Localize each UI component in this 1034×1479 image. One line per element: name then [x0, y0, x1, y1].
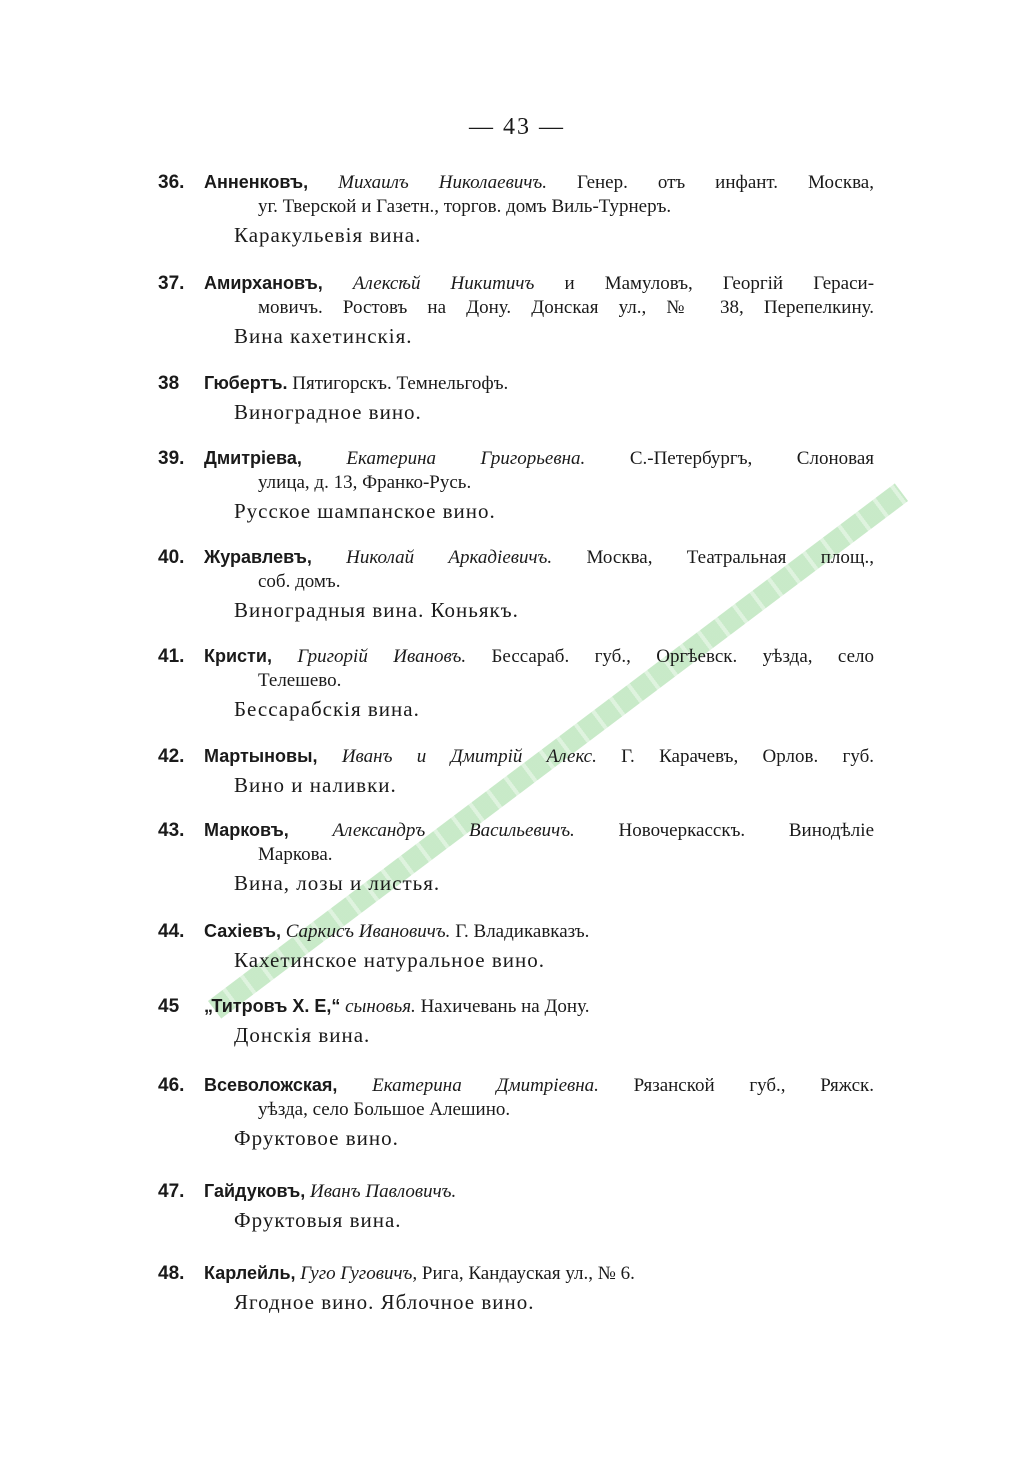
- exhibitor-first-name: Саркисъ Ивановичъ.: [285, 921, 451, 942]
- entry-heading-line: [158, 644, 874, 669]
- entry-48: [158, 1261, 874, 1316]
- exhibitor-first-name: Иванъ Павловичъ.: [309, 1181, 457, 1202]
- entry-product: Каракульевія вина.: [234, 223, 422, 247]
- exhibitor-name: Журавлевъ,: [204, 547, 312, 567]
- entry-details: Нахичевань на Дону.: [420, 996, 590, 1017]
- exhibitor-first-name: Григорій Ивановъ.: [297, 646, 467, 667]
- entry-details: Генер. отъ инфант. Москва,: [577, 172, 874, 193]
- exhibitor-first-name: Николай Аркадіевичъ.: [346, 547, 553, 568]
- entry-45: [158, 994, 874, 1049]
- entry-38: [158, 371, 874, 426]
- entry-product: Донскія вина.: [234, 1023, 371, 1047]
- entry-details: Г. Владикавказъ.: [455, 921, 590, 942]
- entry-product: Фруктовыя вина.: [234, 1208, 402, 1232]
- entry-heading-line: [158, 744, 874, 769]
- entry-product: Бессарабскія вина.: [234, 697, 420, 721]
- entry-continuation: соб. домъ.: [258, 571, 341, 592]
- entry-continuation: улица, д. 13, Франко-Русь.: [258, 472, 472, 493]
- entry-continuation: Маркова.: [258, 844, 333, 865]
- exhibitor-name: „Титровъ Х. Е,“: [204, 996, 341, 1016]
- entry-39: [158, 446, 874, 525]
- entry-number: 44.: [158, 921, 185, 942]
- entry-product: Ягодное вино. Яблочное вино.: [234, 1290, 535, 1314]
- entry-continuation: уѣзда, село Большое Алешино.: [258, 1099, 511, 1120]
- entry-continuation: Телешево.: [258, 670, 342, 691]
- entry-product: Вина кахетинскія.: [234, 324, 413, 348]
- entry-number: 40.: [158, 547, 185, 568]
- entry-heading-line: [158, 818, 874, 843]
- exhibitor-name: Кристи,: [204, 646, 272, 666]
- entry-47: [158, 1179, 874, 1234]
- exhibitor-first-name: Иванъ и Дмитрій Алекс.: [341, 746, 597, 767]
- entry-continuation: уг. Тверской и Газетн., торгов. домъ Виль-Турнеръ.: [258, 196, 672, 217]
- entry-37: [158, 271, 874, 350]
- exhibitor-first-name: Алексѣй Никитичъ: [352, 273, 535, 294]
- entry-continuation: мовичъ. Ростовъ на Дону. Донская ул., № 38, Перепелкину.: [258, 297, 874, 318]
- entry-heading-line: [158, 1073, 874, 1098]
- entry-details: и Мамуловъ, Георгій Гераси-: [564, 273, 875, 294]
- entry-number: 36.: [158, 172, 185, 193]
- entry-heading-line: [158, 545, 874, 570]
- exhibitor-name: Мартыновы,: [204, 746, 318, 766]
- entry-details: Рига, Кандауская ул., № 6.: [421, 1263, 635, 1284]
- entry-heading-line: [158, 919, 874, 944]
- exhibitor-name: Дмитріева,: [204, 448, 302, 468]
- entry-details: Рязанской губ., Ряжск.: [633, 1075, 874, 1096]
- entry-40: [158, 545, 874, 624]
- entry-heading-line: [158, 1179, 874, 1204]
- entry-43: [158, 818, 874, 897]
- entry-heading-line: [158, 170, 874, 195]
- entry-heading-line: [158, 994, 874, 1019]
- entry-number: 46.: [158, 1075, 185, 1096]
- exhibitor-first-name: Екатерина Дмитріевна.: [372, 1075, 599, 1096]
- exhibitor-name: Всеволожская,: [204, 1075, 338, 1095]
- entry-product: Виноградныя вина. Коньякъ.: [234, 598, 519, 622]
- entry-details: Москва, Театральная площ.,: [586, 547, 875, 568]
- exhibitor-name: Амирхановъ,: [204, 273, 323, 293]
- exhibitor-first-name: Екатерина Григорьевна.: [346, 448, 586, 469]
- entry-46: [158, 1073, 874, 1152]
- entry-36: [158, 170, 874, 249]
- entry-44: [158, 919, 874, 974]
- entry-number: 48.: [158, 1263, 185, 1284]
- exhibitor-name: Марковъ,: [204, 820, 289, 840]
- entry-product: Вина, лозы и листья.: [234, 871, 441, 895]
- entry-details: С.-Петербургъ, Слоновая: [629, 448, 875, 469]
- entry-number: 39.: [158, 448, 185, 469]
- entry-number: 43.: [158, 820, 185, 841]
- exhibitor-first-name: Михаилъ Николаевичъ.: [338, 172, 548, 193]
- entry-product: Фруктовое вино.: [234, 1126, 399, 1150]
- entry-details: Новочеркасскъ. Винодѣліе: [618, 820, 874, 841]
- exhibitor-name: Гюбертъ.: [204, 373, 288, 393]
- entry-details: Бессараб. губ., Оргѣевск. уѣзда, село: [491, 646, 874, 667]
- exhibitor-first-name: Гуго Гуговичъ,: [300, 1263, 418, 1284]
- entry-details: Пятигорскъ. Темнельгофъ.: [292, 373, 509, 394]
- entry-product: Виноградное вино.: [234, 400, 422, 424]
- entry-details: Г. Карачевъ, Орлов. губ.: [621, 746, 874, 767]
- entry-42: [158, 744, 874, 799]
- exhibitor-name: Карлейль,: [204, 1263, 296, 1283]
- exhibitor-name: Сахіевъ,: [204, 921, 281, 941]
- exhibitor-first-name: сыновья.: [345, 996, 416, 1017]
- entry-number: 38: [158, 373, 180, 394]
- entry-heading-line: [158, 446, 874, 471]
- entry-heading-line: [158, 1261, 874, 1286]
- page-number: — 43 —: [469, 114, 565, 140]
- exhibitor-name: Гайдуковъ,: [204, 1181, 306, 1201]
- entry-product: Вино и наливки.: [234, 773, 397, 797]
- entry-product: Кахетинское натуральное вино.: [234, 948, 545, 972]
- entry-number: 42.: [158, 746, 185, 767]
- entry-product: Русское шампанское вино.: [234, 499, 496, 523]
- entry-number: 47.: [158, 1181, 185, 1202]
- entry-number: 45: [158, 996, 180, 1017]
- exhibitor-first-name: Александръ Васильевичъ.: [332, 820, 575, 841]
- entry-heading-line: [158, 271, 874, 296]
- entry-number: 37.: [158, 273, 185, 294]
- exhibitor-name: Анненковъ,: [204, 172, 309, 192]
- entry-heading-line: [158, 371, 874, 396]
- entry-41: [158, 644, 874, 723]
- entry-number: 41.: [158, 646, 185, 667]
